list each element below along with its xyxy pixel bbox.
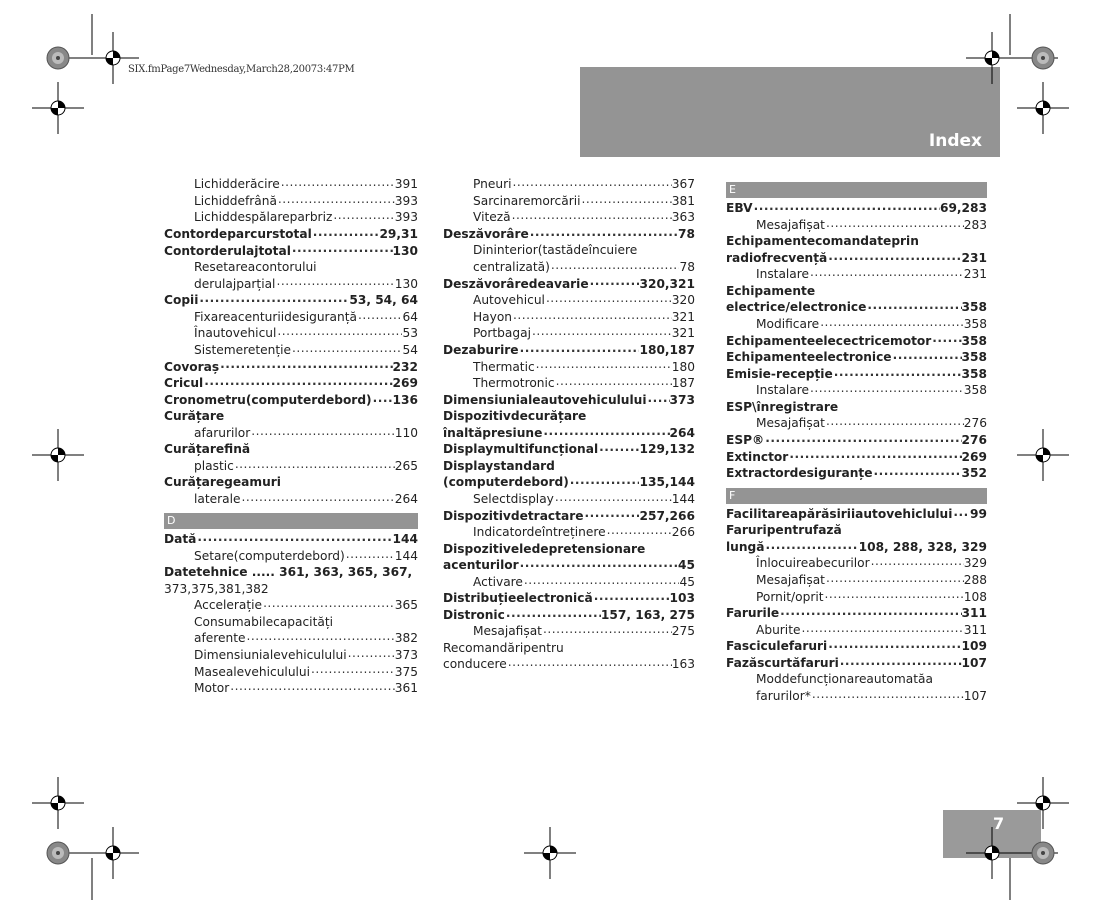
entry-term: Dezaburire <box>443 342 519 357</box>
entry-term: Lichiddespălareparbriz <box>194 210 333 225</box>
entry-page-ref: 393 <box>394 193 418 208</box>
entry-term: Lichiddefrână <box>194 193 277 208</box>
entry-page-ref: 129,132 <box>639 442 695 457</box>
entry-page-ref: 187 <box>671 376 695 391</box>
index-entry: Dispozitivdecurățare <box>443 409 587 424</box>
entry-term: Extinctor <box>726 449 789 464</box>
entry-term: Mesajafișat <box>756 416 825 431</box>
entry-term: Echipamenteelecectricemotor <box>726 333 932 348</box>
entry-page-ref: 269 <box>961 449 987 464</box>
entry-page-ref: 375 <box>394 664 418 679</box>
entry-term: Thermatic <box>473 359 535 374</box>
entry-page-ref: 53, 54, 64 <box>349 293 418 308</box>
entry-term: Înlocuireabecurilor <box>756 556 870 571</box>
entry-term: Thermotronic <box>473 376 555 391</box>
entry-page-ref: 358 <box>963 383 987 398</box>
entry-term: (computerdebord) <box>443 475 569 490</box>
entry-term: Emisie-recepție <box>726 366 833 381</box>
entry-term: Deszăvorâre <box>443 226 529 241</box>
entry-term: radiofrecvență <box>726 250 828 265</box>
entry-term: Accelerație <box>194 598 263 613</box>
entry-term: acenturilor <box>443 558 519 573</box>
entry-page-ref: 311 <box>961 606 987 621</box>
entry-term: Sistemeretenție <box>194 342 292 357</box>
entry-page-ref: 108 <box>963 589 987 604</box>
entry-page-ref: 321 <box>671 326 695 341</box>
entry-page-ref: 180 <box>671 359 695 374</box>
entry-term: Copii <box>164 293 199 308</box>
entry-page-ref: 358 <box>961 350 987 365</box>
index-entry: Moddefuncționareautomatăa <box>756 672 933 687</box>
entry-term: conducere <box>443 657 507 672</box>
entry-term: EBV <box>726 201 753 216</box>
entry-term: Mesajafișat <box>473 624 542 639</box>
entry-term: Contorderulajtotal <box>164 243 291 258</box>
entry-page-ref: 264 <box>394 491 418 506</box>
entry-page-ref: 358 <box>963 316 987 331</box>
entry-term: Cronometru(computerdebord) <box>164 392 372 407</box>
index-entry: Echipamente <box>726 283 816 298</box>
entry-page-ref: 109 <box>961 639 987 654</box>
entry-term: Cricul <box>164 376 204 391</box>
entry-page-ref: 107 <box>963 688 987 703</box>
entry-page-ref: 358 <box>961 333 987 348</box>
section-letter-header: D <box>164 513 418 529</box>
entry-page-ref: 275 <box>671 624 695 639</box>
entry-term: Hayon <box>473 309 513 324</box>
entry-page-ref: 320,321 <box>639 276 695 291</box>
index-entry: Displaystandard <box>443 458 555 473</box>
entry-term: Pneuri <box>473 177 512 192</box>
entry-term: farurilor* <box>756 688 811 703</box>
entry-term: aferente <box>194 631 246 646</box>
entry-page-ref: 288 <box>963 572 987 587</box>
entry-term: Sarcinaremorcării <box>473 193 581 208</box>
entry-page-ref: 311 <box>963 622 987 637</box>
entry-page-ref: 381 <box>671 193 695 208</box>
entry-page-ref: 136 <box>392 392 418 407</box>
entry-term: Aburite <box>756 622 801 637</box>
index-entry: ESP\înregistrare <box>726 399 839 414</box>
entry-page-ref: 110 <box>394 425 418 440</box>
index-entry: Datetehnice ..... 361, 363, 365, 367, <box>164 565 413 580</box>
entry-page-ref: 163 <box>671 657 695 672</box>
entry-page-ref: 391 <box>394 177 418 192</box>
entry-term: Covoraș <box>164 359 220 374</box>
entry-term: Dispozitivdetractare <box>443 508 584 523</box>
entry-page-ref: 365 <box>394 598 418 613</box>
entry-page-ref: 108, 288, 328, 329 <box>858 539 987 554</box>
page-number: 7 <box>993 814 1005 833</box>
entry-term: Lichidderăcire <box>194 177 280 192</box>
section-letter-header: F <box>726 488 987 504</box>
entry-term: ESP® <box>726 432 765 447</box>
index-entry: Faruripentrufază <box>726 523 842 538</box>
entry-term: Masealevehiculului <box>194 664 311 679</box>
entry-page-ref: 276 <box>963 416 987 431</box>
entry-term: înaltăpresiune <box>443 425 543 440</box>
entry-term: Fixareacenturiidesiguranță <box>194 309 357 324</box>
index-entry: Curățaregeamuri <box>164 475 281 490</box>
entry-term: Dimensiunialevehiculului <box>194 647 347 662</box>
entry-term: Dimensiunialeautovehiculului <box>443 392 647 407</box>
entry-page-ref: 231 <box>961 250 987 265</box>
entry-term: Setare(computerdebord) <box>194 548 345 563</box>
entry-page-ref: 135,144 <box>639 475 695 490</box>
entry-term: Fazăscurtăfaruri <box>726 655 839 670</box>
entry-term: Echipamenteelectronice <box>726 350 892 365</box>
entry-term: Pornit/oprit <box>756 589 824 604</box>
entry-term: Motor <box>194 681 230 696</box>
entry-term: Farurile <box>726 606 780 621</box>
entry-term: laterale <box>194 491 241 506</box>
entry-page-ref: 53 <box>402 326 418 341</box>
entry-page-ref: 367 <box>671 177 695 192</box>
entry-page-ref: 144 <box>392 532 418 547</box>
entry-page-ref: 29,31 <box>379 226 418 241</box>
index-entry: Echipamentecomandateprin <box>726 234 919 249</box>
index-entry: 373,375,381,382 <box>164 581 269 596</box>
entry-term: Înautovehicul <box>194 326 277 341</box>
entry-page-ref: 78 <box>678 226 695 241</box>
entry-term: Fasciculefaruri <box>726 639 828 654</box>
entry-page-ref: 103 <box>669 591 695 606</box>
entry-page-ref: 358 <box>961 300 987 315</box>
entry-page-ref: 144 <box>394 548 418 563</box>
entry-term: Portbagaj <box>473 326 531 341</box>
entry-page-ref: 320 <box>671 293 695 308</box>
entry-page-ref: 393 <box>394 210 418 225</box>
entry-term: Deszăvorâredeavarie <box>443 276 589 291</box>
entry-page-ref: 232 <box>392 359 418 374</box>
entry-page-ref: 283 <box>963 217 987 232</box>
entry-page-ref: 231 <box>963 267 987 282</box>
entry-term: Selectdisplay <box>473 491 554 506</box>
entry-page-ref: 157, 163, 275 <box>600 607 695 622</box>
print-header-line: SIX.fmPage7Wednesday,March28,20073:47PM <box>128 64 355 75</box>
entry-term: Instalare <box>756 383 810 398</box>
entry-page-ref: 54 <box>402 342 418 357</box>
entry-term: Instalare <box>756 267 810 282</box>
entry-page-ref: 373 <box>669 392 695 407</box>
entry-term: Distronic <box>443 607 505 622</box>
entry-term: lungă <box>726 539 765 554</box>
entry-page-ref: 45 <box>678 558 695 573</box>
entry-page-ref: 45 <box>679 574 695 589</box>
entry-term: plastic <box>194 458 234 473</box>
entry-term: Facilitareapărăsiriiautovehiclului <box>726 506 953 521</box>
entry-page-ref: 363 <box>671 210 695 225</box>
entry-page-ref: 329 <box>963 556 987 571</box>
entry-term: Autovehicul <box>473 293 545 308</box>
entry-term: Extractordesiguranțe <box>726 466 873 481</box>
entry-page-ref: 361 <box>394 681 418 696</box>
entry-term: derulajparțial <box>194 276 276 291</box>
entry-page-ref: 373 <box>394 647 418 662</box>
index-entry: Consumabilecapacități <box>194 614 333 629</box>
entry-page-ref: 321 <box>671 309 695 324</box>
section-letter-header: E <box>726 182 987 198</box>
index-entry: Resetareacontorului <box>194 259 317 274</box>
entry-page-ref: 264 <box>669 425 695 440</box>
entry-page-ref: 352 <box>961 466 987 481</box>
entry-term: Mesajafișat <box>756 572 825 587</box>
entry-page-ref: 269 <box>392 376 418 391</box>
entry-term: centralizată) <box>473 259 550 274</box>
entry-term: electrice/electronice <box>726 300 867 315</box>
entry-page-ref: 99 <box>970 506 987 521</box>
entry-term: Mesajafișat <box>756 217 825 232</box>
entry-page-ref: 180,187 <box>639 342 695 357</box>
entry-term: afarurilor <box>194 425 251 440</box>
entry-term: Viteză <box>473 210 511 225</box>
entry-page-ref: 144 <box>671 491 695 506</box>
entry-page-ref: 107 <box>961 655 987 670</box>
index-entry: Recomandăripentru <box>443 640 564 655</box>
entry-page-ref: 130 <box>392 243 418 258</box>
entry-page-ref: 265 <box>394 458 418 473</box>
index-entry: Curățarefină <box>164 442 251 457</box>
entry-term: Displaymultifuncțional <box>443 442 599 457</box>
entry-page-ref: 69,283 <box>939 201 987 216</box>
entry-page-ref: 130 <box>394 276 418 291</box>
entry-term: Activare <box>473 574 523 589</box>
index-entry: Curățare <box>164 409 225 424</box>
entry-page-ref: 382 <box>394 631 418 646</box>
entry-term: Dată <box>164 532 197 547</box>
index-entry: Dispozitiveledepretensionare <box>443 541 646 556</box>
entry-page-ref: 276 <box>961 432 987 447</box>
entry-page-ref: 358 <box>961 366 987 381</box>
entry-term: Distribuțieelectronică <box>443 591 593 606</box>
entry-page-ref: 257,266 <box>639 508 695 523</box>
entry-term: Indicatordeîntreținere <box>473 525 606 540</box>
section-title: Index <box>928 131 982 151</box>
entry-page-ref: 266 <box>671 525 695 540</box>
entry-term: Modificare <box>756 316 820 331</box>
entry-page-ref: 64 <box>402 309 418 324</box>
entry-term: Contordeparcurstotal <box>164 226 312 241</box>
entry-page-ref: 78 <box>679 259 695 274</box>
index-entry: Dininterior(tastădeîncuiere <box>473 243 638 258</box>
